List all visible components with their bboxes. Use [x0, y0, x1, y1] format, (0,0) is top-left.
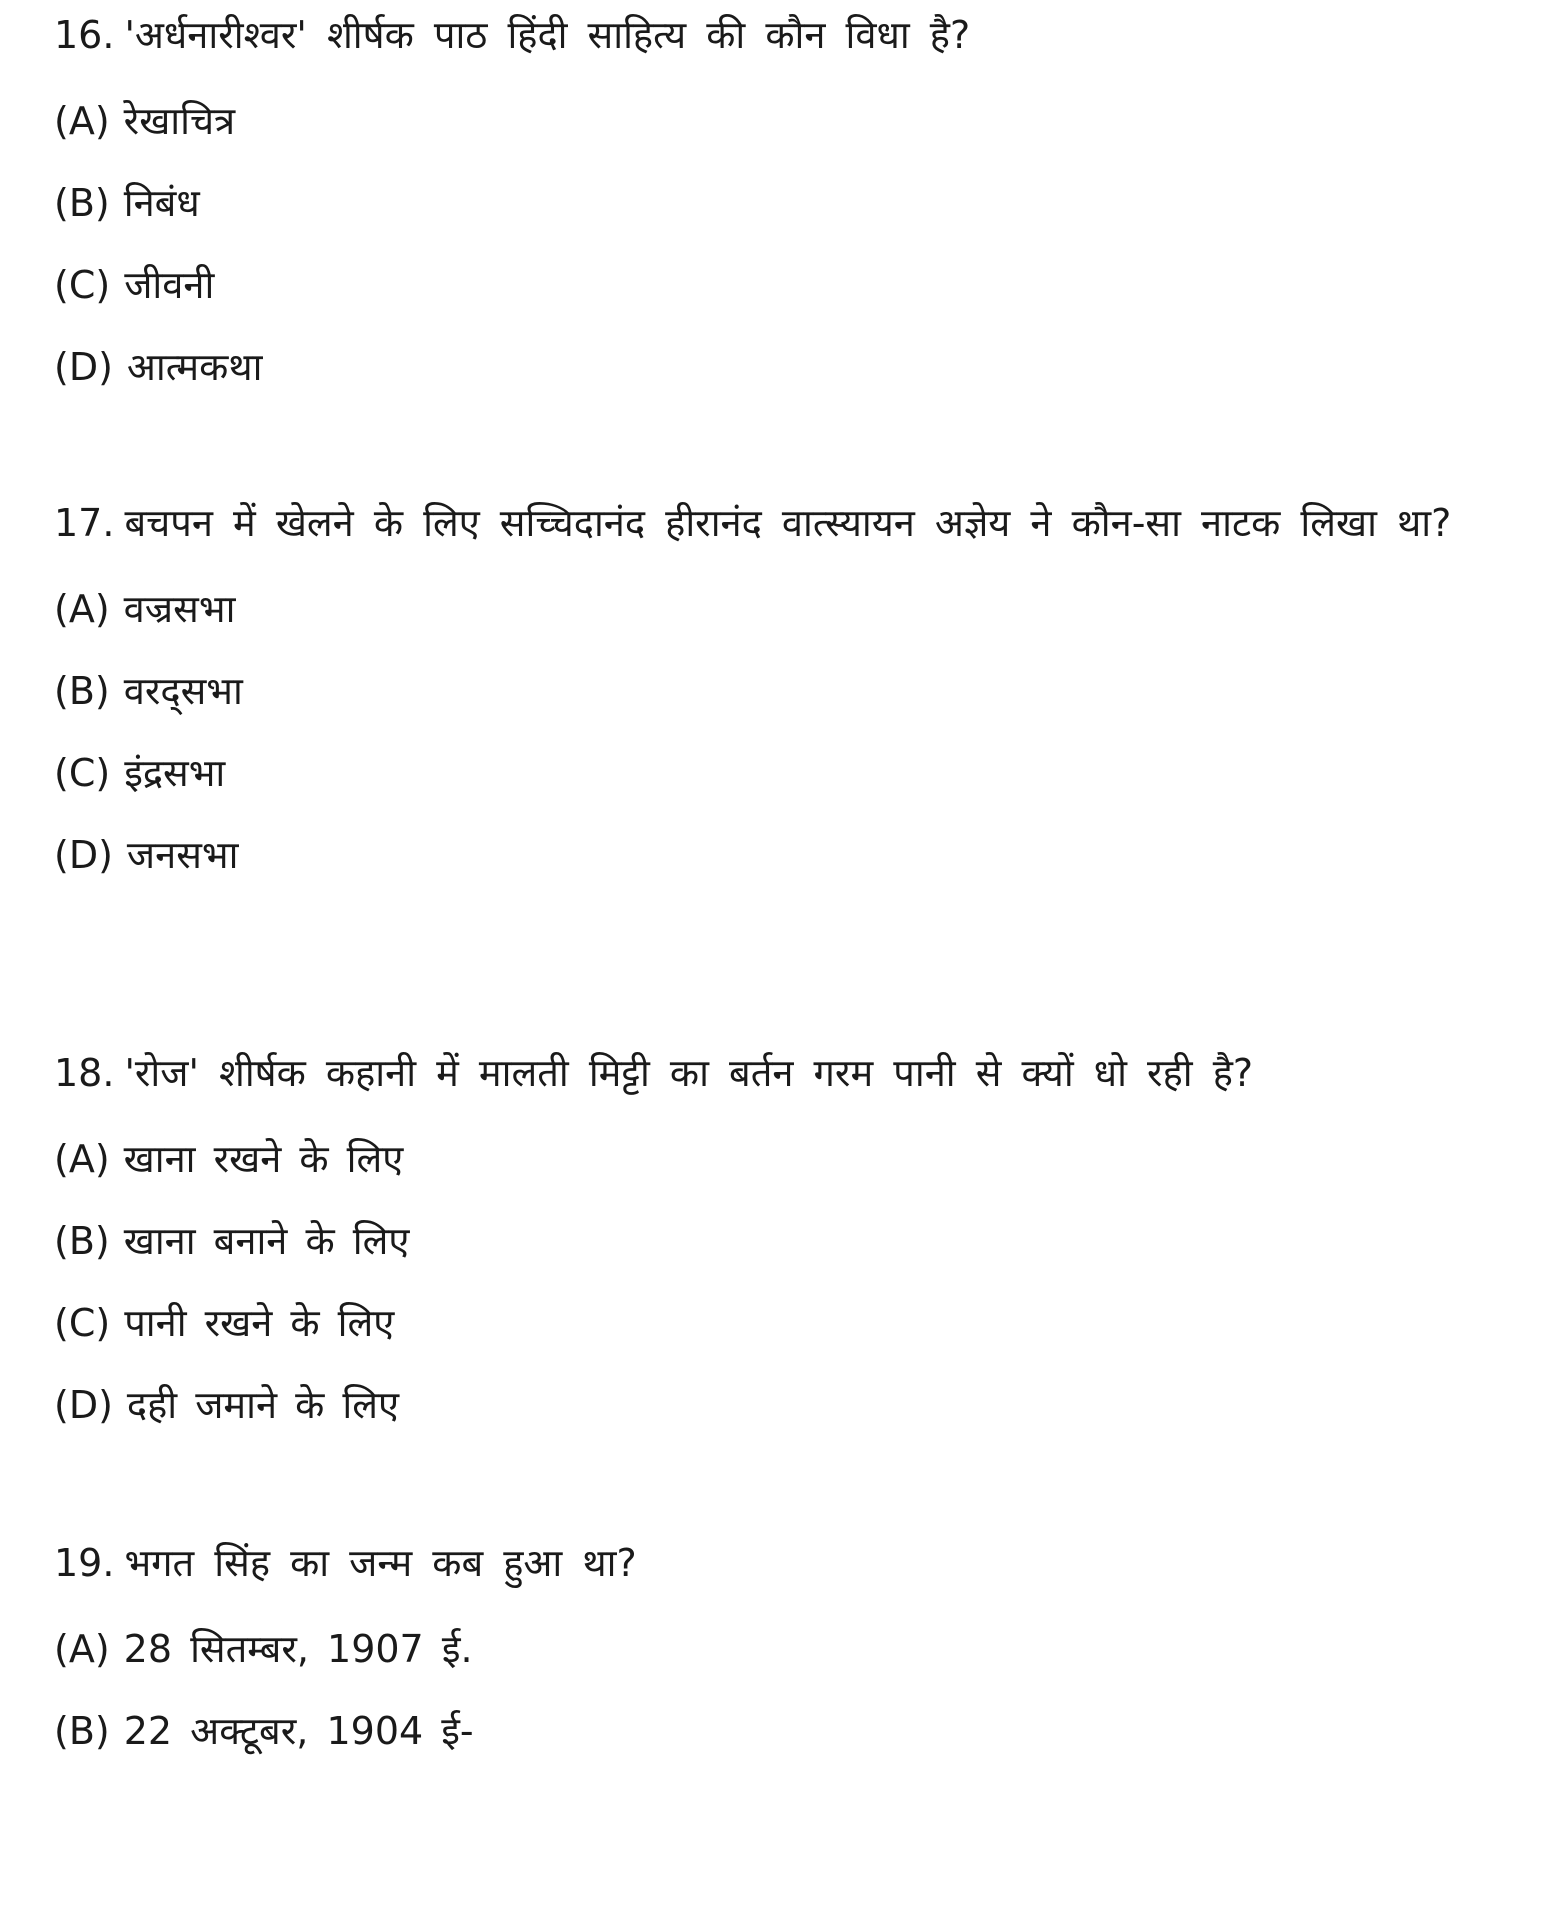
option-text: पानी रखने के लिए: [124, 1301, 395, 1345]
option-a[interactable]: [54, 1134, 1467, 1184]
option-c[interactable]: [54, 748, 1467, 798]
option-text: दही जमाने के लिए: [126, 1383, 400, 1427]
option-a[interactable]: [54, 1624, 1467, 1674]
option-text: खाना रखने के लिए: [123, 1137, 404, 1181]
option-text: आत्मकथा: [126, 345, 263, 389]
option-label: (C): [54, 1301, 111, 1345]
question-16: [54, 0, 1467, 392]
question-body: 'अर्धनारीश्वर' शीर्षक पाठ हिंदी साहित्य की कौन विधा है?: [124, 13, 971, 57]
option-label: (B): [54, 1709, 110, 1753]
question-body: भगत सिंह का जन्म कब हुआ था?: [124, 1541, 637, 1585]
option-text: वज्रसभा: [123, 587, 236, 631]
option-label: (C): [54, 751, 111, 795]
option-label: (A): [54, 99, 110, 143]
option-d[interactable]: [54, 830, 1467, 880]
option-label: (C): [54, 263, 111, 307]
option-b[interactable]: [54, 1216, 1467, 1266]
option-label: (B): [54, 181, 110, 225]
question-body: बचपन में खेलने के लिए सच्चिदानंद हीरानंद वात्स्यायन अज्ञेय ने कौन-सा नाटक लिखा था?: [124, 501, 1452, 545]
option-label: (B): [54, 1219, 110, 1263]
option-text: 28 सितम्बर, 1907 ई.: [123, 1627, 473, 1671]
option-text: जनसभा: [126, 833, 239, 877]
question-18: [54, 1038, 1467, 1430]
option-text: 22 अक्टूबर, 1904 ई-: [123, 1709, 474, 1753]
option-c[interactable]: [54, 1298, 1467, 1348]
option-label: (A): [54, 1627, 110, 1671]
option-text: वरद्सभा: [123, 669, 243, 713]
question-text: [54, 0, 1467, 68]
option-label: (A): [54, 587, 110, 631]
question-19: [54, 1528, 1467, 1756]
question-number: 18.: [54, 1051, 115, 1095]
option-b[interactable]: [54, 666, 1467, 716]
option-label: (D): [54, 345, 113, 389]
option-text: रेखाचित्र: [123, 99, 236, 143]
question-text: [54, 1038, 1467, 1106]
option-text: खाना बनाने के लिए: [123, 1219, 410, 1263]
option-d[interactable]: [54, 342, 1467, 392]
option-label: (B): [54, 669, 110, 713]
option-a[interactable]: [54, 584, 1467, 634]
option-label: (D): [54, 1383, 113, 1427]
option-text: इंद्रसभा: [124, 751, 226, 795]
option-d[interactable]: [54, 1380, 1467, 1430]
option-b[interactable]: [54, 1706, 1467, 1756]
question-number: 16.: [54, 13, 115, 57]
question-number: 19.: [54, 1541, 115, 1585]
question-text: [54, 1528, 1467, 1596]
question-number: 17.: [54, 501, 115, 545]
option-b[interactable]: [54, 178, 1467, 228]
option-label: (A): [54, 1137, 110, 1181]
question-text: [54, 488, 1467, 556]
option-c[interactable]: [54, 260, 1467, 310]
option-text: निबंध: [123, 181, 200, 225]
option-label: (D): [54, 833, 113, 877]
question-body: 'रोज' शीर्षक कहानी में मालती मिट्टी का बर्तन गरम पानी से क्यों धो रही है?: [124, 1051, 1254, 1095]
option-text: जीवनी: [124, 263, 215, 307]
question-17: [54, 488, 1467, 880]
option-a[interactable]: [54, 96, 1467, 146]
